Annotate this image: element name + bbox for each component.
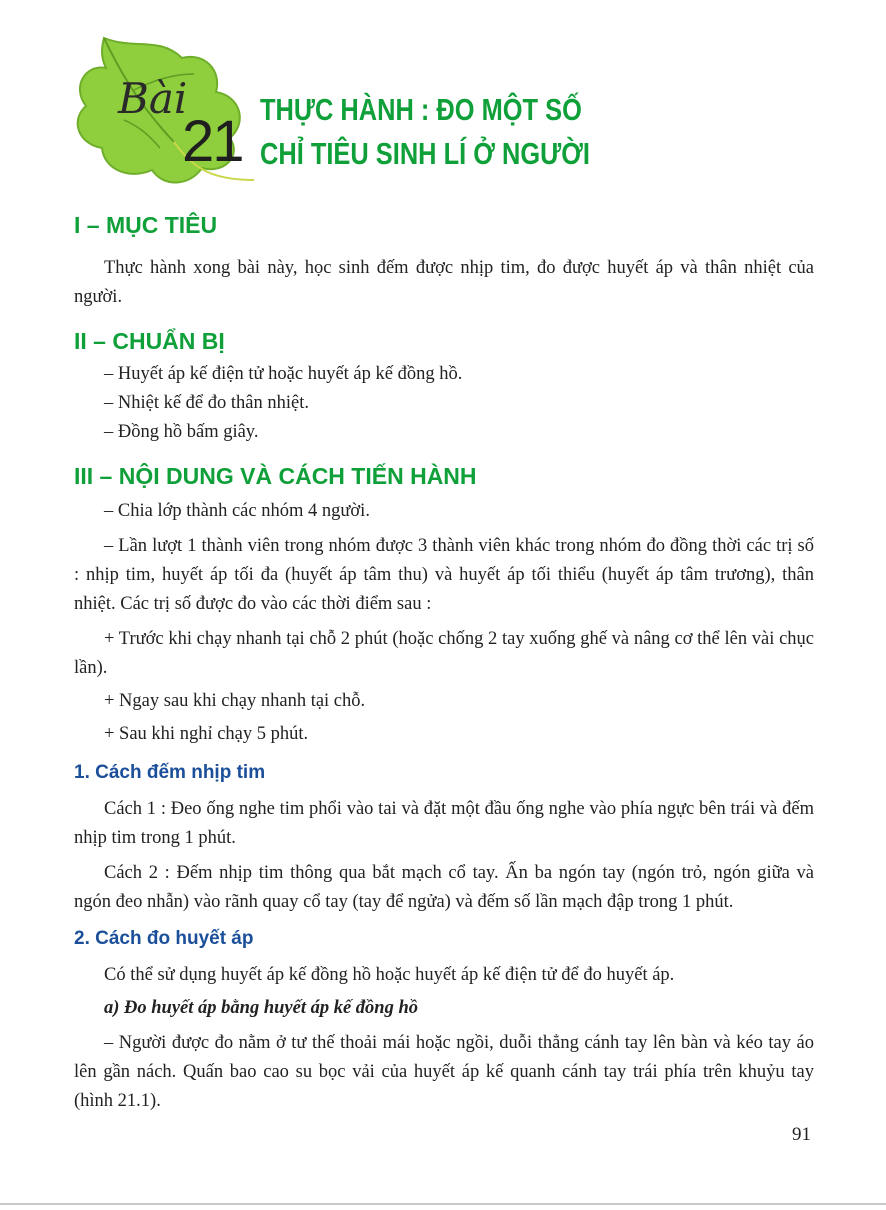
heart-rate-paragraph: Cách 1 : Đeo ống nghe tim phổi vào tai và đặt một đầu ống nghe vào phía ngực bên trái và đếm nhịp tim trong 1 phút. [74,799,814,848]
section-preparation-heading: II – CHUẨN BỊ [74,328,225,354]
subsection-blood-pressure-heading: 2. Cách đo huyết áp [74,928,254,949]
blood-pressure-method-heading: a) Đo huyết áp bằng huyết áp kế đồng hồ [104,998,419,1018]
preparation-item: – Nhiệt kế để đo thân nhiệt. [104,393,309,413]
lesson-number: 21 [182,109,243,174]
heart-rate-paragraph: Cách 2 : Đếm nhịp tim thông qua bắt mạch cổ tay. Ấn ba ngón tay (ngón trỏ, ngón giữa và ngón đeo nhẫn) vào rãnh quay cổ tay (tay để ngửa) và đếm số lần mạch đập trong 1 phút. [74,863,814,912]
content-paragraph: + Sau khi nghỉ chạy 5 phút. [104,724,309,744]
lesson-label: Bài [118,74,188,123]
content-paragraph: + Trước khi chạy nhanh tại chỗ 2 phút (hoặc chống 2 tay xuống ghế và nâng cơ thể lên vài chục lần). [74,629,814,678]
subsection-heart-rate-heading: 1. Cách đếm nhịp tim [74,762,266,783]
blood-pressure-paragraph: Có thể sử dụng huyết áp kế đồng hồ hoặc huyết áp kế điện tử để đo huyết áp. [104,965,675,985]
lesson-header [64,30,624,190]
preparation-item: – Huyết áp kế điện tử hoặc huyết áp kế đồng hồ. [104,364,463,384]
content-paragraph: + Ngay sau khi chạy nhanh tại chỗ. [104,691,366,711]
section-content-heading: III – NỘI DUNG VÀ CÁCH TIẾN HÀNH [74,463,477,489]
content-paragraph: – Chia lớp thành các nhóm 4 người. [104,501,370,521]
lesson-title-line-1: THỰC HÀNH : ĐO MỘT SỐ [260,92,582,127]
content-paragraph: – Lần lượt 1 thành viên trong nhóm được 3 thành viên khác trong nhóm đo đồng thời các trị số : nhịp tim, huyết áp tối đa (huyết áp tâm thu) và huyết áp tối thiểu (huyết áp tâm trương), thân nhiệt. Các trị số được đo vào các thời điểm sau : [74,536,814,614]
page-divider [0,1203,886,1205]
lesson-title-line-2: CHỈ TIÊU SINH LÍ Ở NGƯỜI [260,136,590,171]
section-objectives-heading: I – MỤC TIÊU [74,212,218,238]
blood-pressure-paragraph: – Người được đo nằm ở tư thế thoải mái hoặc ngồi, duỗi thẳng cánh tay lên bàn và kéo tay áo lên gần nách. Quấn bao cao su bọc vải của huyết áp kế quanh cánh tay trái phía trên khuỷu tay (hình 21.1). [74,1033,814,1111]
page-number: 91 [792,1124,811,1145]
page-content [74,208,814,1116]
lesson-title [260,88,590,176]
preparation-item: – Đồng hồ bấm giây. [104,422,259,442]
objectives-paragraph: Thực hành xong bài này, học sinh đếm được nhịp tim, đo được huyết áp và thân nhiệt của người. [74,258,814,307]
